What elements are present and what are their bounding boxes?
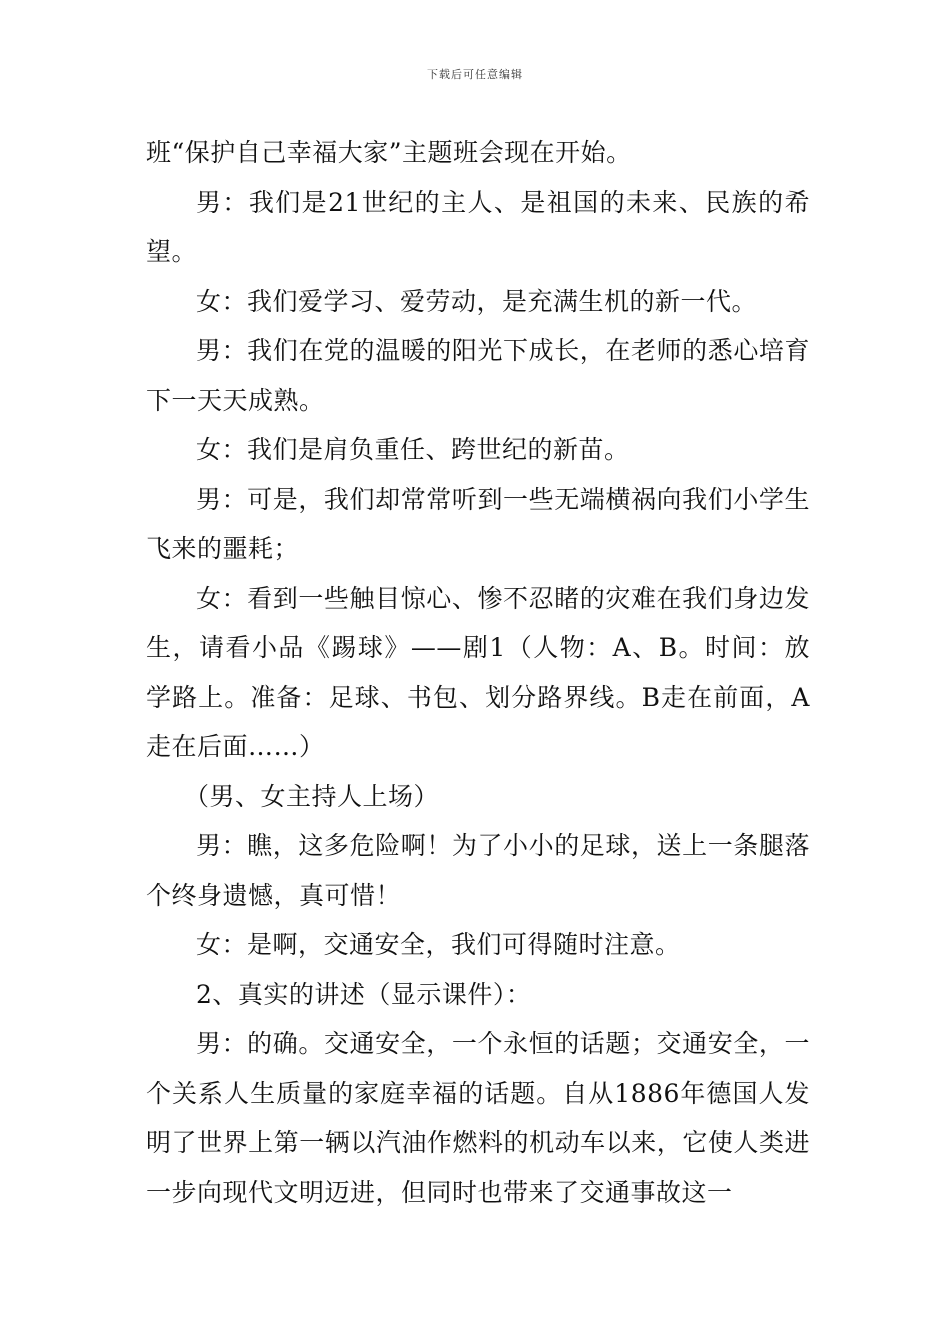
paragraph-male-3: 男：可是，我们却常常听到一些无端横祸向我们小学生飞来的噩耗； [146, 484, 810, 563]
paragraph-male-5: 男：的确。交通安全，一个永恒的话题；交通安全，一个关系人生质量的家庭幸福的话题。自从1886年德国人发明了世界上第一辆以汽油作燃料的机动车以来，它使人类进一步向现代文明迈进，但同时也带来了交通事故这一 [146, 1029, 810, 1207]
document-body [146, 128, 810, 1217]
paragraph-female-1: 女：我们爱学习、爱劳动，是充满生机的新一代。 [196, 286, 758, 316]
paragraph-male-1: 男：我们是21世纪的主人、是祖国的未来、民族的希望。 [146, 187, 810, 266]
paragraph-male-4: 男：瞧，这多危险啊！为了小小的足球，送上一条腿落个终身遗憾，真可惜！ [146, 831, 810, 910]
paragraph-male-2: 男：我们在党的温暖的阳光下成长，在老师的悉心培育下一天天成熟。 [146, 336, 810, 415]
paragraph-intro: 班“保护自己幸福大家”主题班会现在开始。 [146, 138, 632, 167]
paragraph-section-heading: 2、真实的讲述（显示课件）： [196, 979, 532, 1009]
paragraph-stage-direction: （男、女主持人上场） [184, 781, 440, 811]
paragraph-female-2: 女：我们是肩负重任、跨世纪的新苗。 [196, 435, 630, 464]
page-header: 下载后可任意编辑 [427, 68, 523, 81]
paragraph-female-3: 女：看到一些触目惊心、惨不忍睹的灾难在我们身边发生，请看小品《踢球》——剧1（人物：A、B。时间：放学路上。准备：足球、书包、划分路界线。B走在前面，A走在后面……） [146, 583, 810, 761]
paragraph-female-4: 女：是啊，交通安全，我们可得随时注意。 [196, 930, 681, 959]
